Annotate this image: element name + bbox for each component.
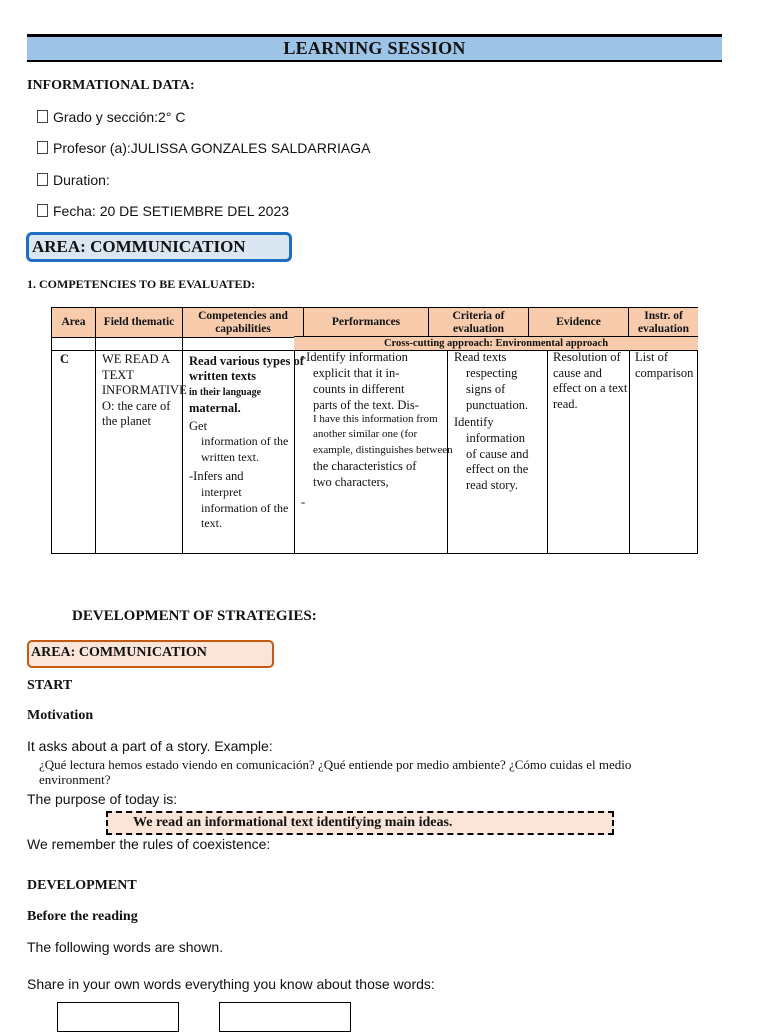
info-item-date: Fecha: 20 DE SETIEMBRE DEL 2023 (37, 203, 289, 219)
purpose-label: The purpose of today is: (27, 791, 178, 807)
cell-crit-line: of cause and (466, 447, 529, 461)
info-item-grade: Grado y sección:2° C (37, 109, 185, 125)
header-criteria: Criteria of evaluation (429, 308, 529, 337)
header-instrument: Instr. of evaluation (629, 308, 698, 337)
cell-comp-bold: Read various types of written texts (189, 354, 304, 383)
motivation-heading: Motivation (27, 708, 94, 723)
area-heading-1: AREA: COMMUNICATION (26, 232, 292, 262)
purpose-box: We read an informational text identifying main ideas. (106, 811, 614, 835)
cell-field: WE READ A TEXT INFORMATIVE O: the care of the planet (102, 352, 187, 428)
header-performances: Performances (304, 308, 429, 337)
cell-crit-line: effect on the (466, 462, 529, 476)
rules-text: We remember the rules of coexistence: (27, 836, 271, 852)
cell-crit-line: Read texts (454, 350, 507, 364)
row-divider (52, 337, 294, 338)
header-evidence: Evidence (529, 308, 629, 337)
header-field: Field thematic (96, 308, 183, 337)
share-text: Share in your own words everything you know about those words: (27, 976, 435, 992)
cell-crit-line: punctuation. (466, 398, 529, 412)
cell-crit-line: information (466, 431, 526, 445)
cell-perf-line: parts of the text. Dis- (313, 398, 419, 412)
column-divider (629, 350, 630, 554)
word-box (57, 1002, 179, 1032)
competencies-heading: 1. COMPETENCIES TO BE EVALUATED: (27, 277, 256, 291)
cell-comp-infers: -Infers and (189, 469, 244, 483)
cell-comp-small: in their language (189, 387, 262, 398)
dev-strategies-heading: DEVELOPMENT OF STRATEGIES: (72, 608, 317, 624)
header-competencies: Competencies and capabilities (183, 308, 304, 337)
checkbox-icon (37, 204, 48, 217)
info-item-duration: Duration: (37, 172, 110, 188)
cell-perf-line: explicit that it in- (313, 366, 400, 380)
cell-perf-dash: - (301, 495, 306, 509)
cell-perf-line: example, distinguishes between (313, 444, 453, 456)
cell-crit-line: respecting (466, 366, 518, 380)
page-title: LEARNING SESSION (27, 34, 722, 62)
cell-comp-get: Get (189, 419, 208, 433)
start-heading: START (27, 678, 73, 693)
question-line-2: environment? (39, 772, 111, 787)
cell-area: C (60, 352, 70, 366)
checkbox-icon (37, 141, 48, 154)
asks-text: It asks about a part of a story. Example: (27, 738, 273, 754)
header-area: Area (52, 308, 96, 337)
development-heading: DEVELOPMENT (27, 878, 137, 893)
info-item-teacher: Profesor (a):JULISSA GONZALES SALDARRIAGA (37, 140, 370, 156)
cell-comp-get-detail: information of the written text. (201, 434, 289, 464)
cell-instrument: List of comparison (635, 350, 694, 380)
cell-crit-line: read story. (466, 478, 518, 492)
cell-perf-line: counts in different (313, 382, 405, 396)
checkbox-icon (37, 110, 48, 123)
competency-table (51, 307, 698, 554)
cell-perf-line: two characters, (313, 475, 389, 489)
cell-crit-line: Identify (454, 415, 494, 429)
words-shown-text: The following words are shown. (27, 939, 224, 955)
checkbox-icon (37, 173, 48, 186)
cell-perf-line: the characteristics of (313, 459, 417, 473)
question-line-1: ¿Qué lectura hemos estado viendo en comunicación? ¿Qué entiende por medio ambiente? ¿Cómo cuidas el medio (39, 757, 632, 772)
cell-crit-line: signs of (466, 382, 506, 396)
cross-cutting-approach: Cross-cutting approach: Environmental approach (294, 336, 698, 350)
cell-perf-line: I have this information from (313, 413, 438, 425)
area-heading-2: AREA: COMMUNICATION (27, 640, 274, 668)
cell-perf-line: another similar one (for (313, 428, 418, 440)
cell-evidence: Resolution of cause and effect on a text read. (553, 350, 628, 411)
column-divider (95, 337, 96, 554)
informational-heading: INFORMATIONAL DATA: (27, 78, 195, 93)
cell-perf-line: -Identify information (302, 350, 408, 364)
before-reading-heading: Before the reading (27, 909, 138, 924)
cell-comp-maternal: maternal. (189, 401, 241, 415)
word-box (219, 1002, 351, 1032)
cell-comp-infers-detail: interpret information of the text. (201, 485, 289, 530)
column-divider (547, 350, 548, 554)
